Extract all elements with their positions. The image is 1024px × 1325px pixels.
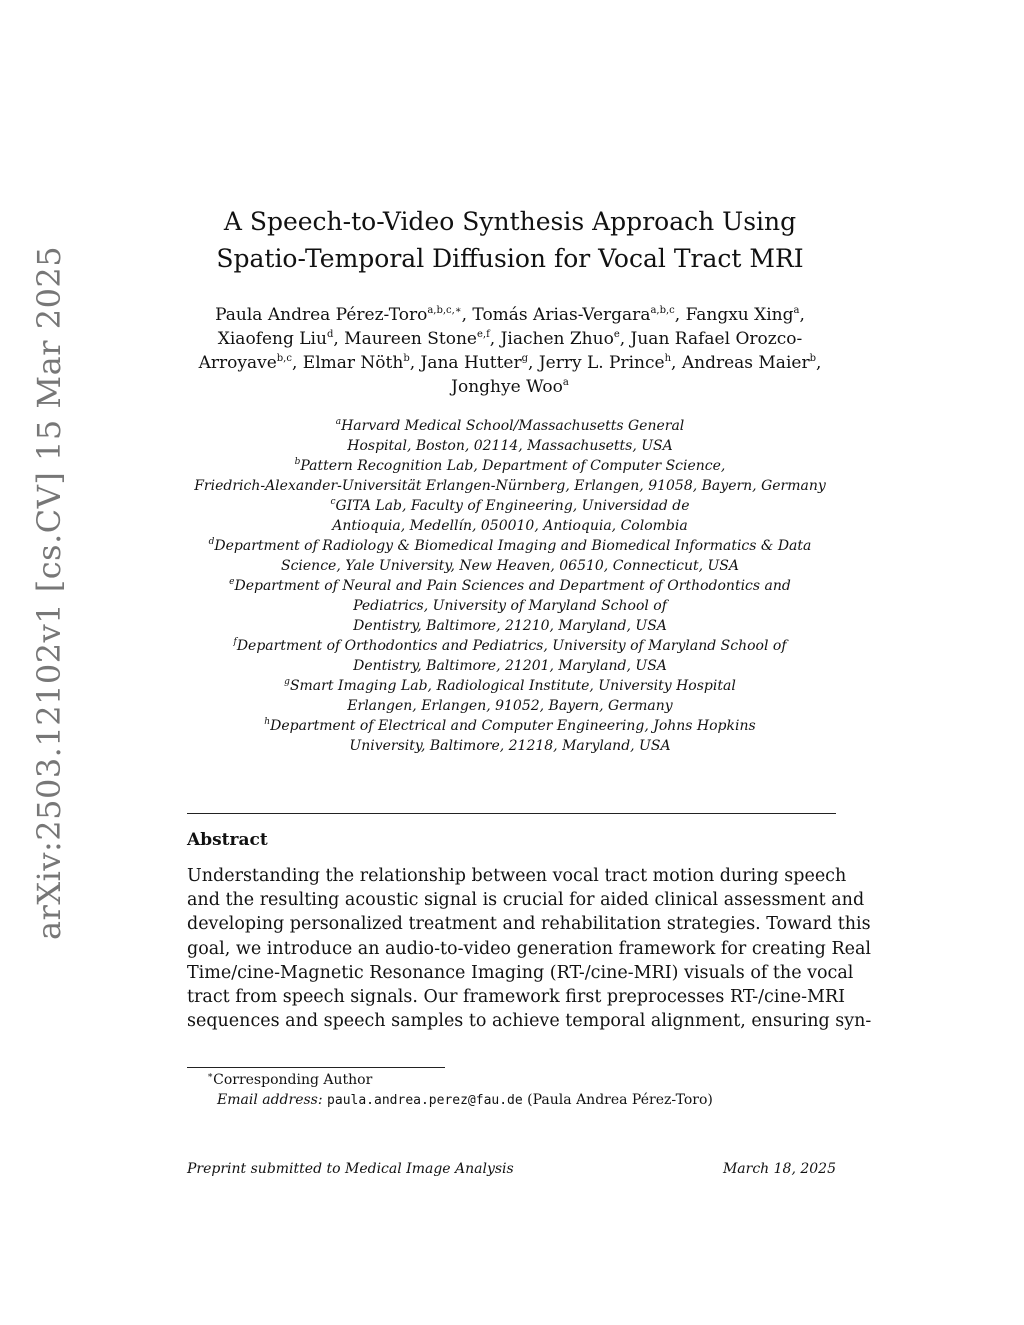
affiliations <box>170 416 850 756</box>
abstract-line: developing personalized treatment and rehabilitation strategies. Toward this <box>187 914 871 935</box>
abstract-top-rule <box>187 813 836 814</box>
abstract-line: sequences and speech samples to achieve temporal alignment, ensuring syn- <box>187 1011 872 1032</box>
abstract-line: Time/cine-Magnetic Resonance Imaging (RT-/cine-MRI) visuals of the vocal <box>187 962 854 983</box>
author: Juan Rafael Orozco-Arroyave$^{b,c}$ <box>198 329 803 373</box>
corresponding-author-note: ∗Corresponding Author <box>207 1071 373 1088</box>
affiliation-line: $^d$Department of Radiology & Biomedical Imaging and Biomedical Informatics & Data <box>208 537 812 554</box>
affiliation-line: Dentistry, Baltimore, 21201, Maryland, USA <box>353 658 667 674</box>
email-note: Email address: paula.andrea.perez@fau.de (Paula Andrea Pérez-Toro) <box>217 1092 713 1108</box>
author: Maureen Stone$^{e,f}$ <box>344 329 490 349</box>
author: Jana Hutter$^g$ <box>420 353 528 373</box>
affiliation-line: Pediatrics, University of Maryland School of <box>353 598 667 614</box>
affiliation-line: $^c$GITA Lab, Faculty of Engineering, Universidad de <box>330 497 690 514</box>
author: Jiachen Zhuo$^e$ <box>500 329 620 349</box>
affiliation-line: $^e$Department of Neural and Pain Sciences and Department of Orthodontics and <box>229 577 791 594</box>
author: Fangxu Xing$^a$ <box>685 305 800 325</box>
abstract-line: Understanding the relationship between vocal tract motion during speech <box>187 866 847 886</box>
author: Paula Andrea Pérez-Toro$^{a,b,c,∗}$ <box>215 305 462 325</box>
paper-title <box>170 203 850 277</box>
affiliation-line: Hospital, Boston, 02114, Massachusetts, USA <box>347 438 673 454</box>
footnote <box>187 1070 836 1111</box>
author: Xiaofeng Liu$^d$ <box>217 329 334 349</box>
affiliation-line: Science, Yale University, New Heaven, 06510, Connecticut, USA <box>280 558 739 574</box>
author-list: Paula Andrea Pérez-Toro$^{a,b,c,∗}$, Tomás Arias-Vergara$^{a,b,c}$, Fangxu Xing$^a$, Xiaofeng Liu$^d$, Maureen Stone$^{e,f}$, Jiachen Zhuo$^e$, Juan Rafael Orozco-Arroyave$^{b,c}$, Elmar Nöth$^b$, Jana Hutter$^g$, Jerry L. Prince$^h$, Andreas Maier$^b$, Jonghye Woo$^a$ <box>198 305 822 397</box>
footer-date: March 18, 2025 <box>722 1161 836 1177</box>
affiliation-line: $^a$Harvard Medical School/Massachusetts General <box>335 417 685 434</box>
affiliation-line: $^b$Pattern Recognition Lab, Department of Computer Science, <box>294 457 726 474</box>
author: Jerry L. Prince$^h$ <box>538 353 672 373</box>
arxiv-identifier-stamp: arXiv:2503.12102v1 [cs.CV] 15 Mar 2025 <box>30 245 68 940</box>
footnote-rule <box>187 1067 445 1068</box>
abstract-line: and the resulting acoustic signal is crucial for aided clinical assessment and <box>187 890 865 911</box>
affiliation-line: Dentistry, Baltimore, 21210, Maryland, USA <box>353 618 667 634</box>
author: Andreas Maier$^b$ <box>681 353 816 373</box>
abstract-line: goal, we introduce an audio-to-video generation framework for creating Real <box>187 938 872 959</box>
abstract-line: tract from speech signals. Our framework first preprocesses RT-/cine-MRI <box>187 987 846 1008</box>
abstract-heading: Abstract <box>187 830 268 850</box>
page-footer <box>187 1161 836 1177</box>
affiliation-line: $^f$Department of Orthodontics and Pediatrics, University of Maryland School of <box>233 637 787 654</box>
email-address[interactable]: paula.andrea.perez@fau.de <box>327 1093 523 1108</box>
affiliation-line: $^g$Smart Imaging Lab, Radiological Institute, University Hospital <box>284 677 736 694</box>
abstract-body <box>187 864 872 1033</box>
author: Elmar Nöth$^b$ <box>302 353 410 373</box>
affiliation-line: Antioquia, Medellín, 050010, Antioquia, Colombia <box>332 518 688 534</box>
preprint-note: Preprint submitted to Medical Image Analysis <box>187 1161 514 1177</box>
title-line-2: Spatio-Temporal Diffusion for Vocal Tract MRI <box>216 244 804 273</box>
affiliation-line: Erlangen, Erlangen, 91052, Bayern, Germany <box>347 698 673 714</box>
affiliation-line: $^h$Department of Electrical and Computer Engineering, Johns Hopkins <box>264 717 756 734</box>
title-line-1: A Speech-to-Video Synthesis Approach Using <box>223 207 797 236</box>
affiliation-line: University, Baltimore, 21218, Maryland, USA <box>349 738 671 754</box>
affiliation-line: Friedrich-Alexander-Universität Erlangen-Nürnberg, Erlangen, 91058, Bayern, Germany <box>194 478 826 494</box>
author: Jonghye Woo$^a$ <box>451 377 569 397</box>
author: Tomás Arias-Vergara$^{a,b,c}$ <box>472 305 675 325</box>
